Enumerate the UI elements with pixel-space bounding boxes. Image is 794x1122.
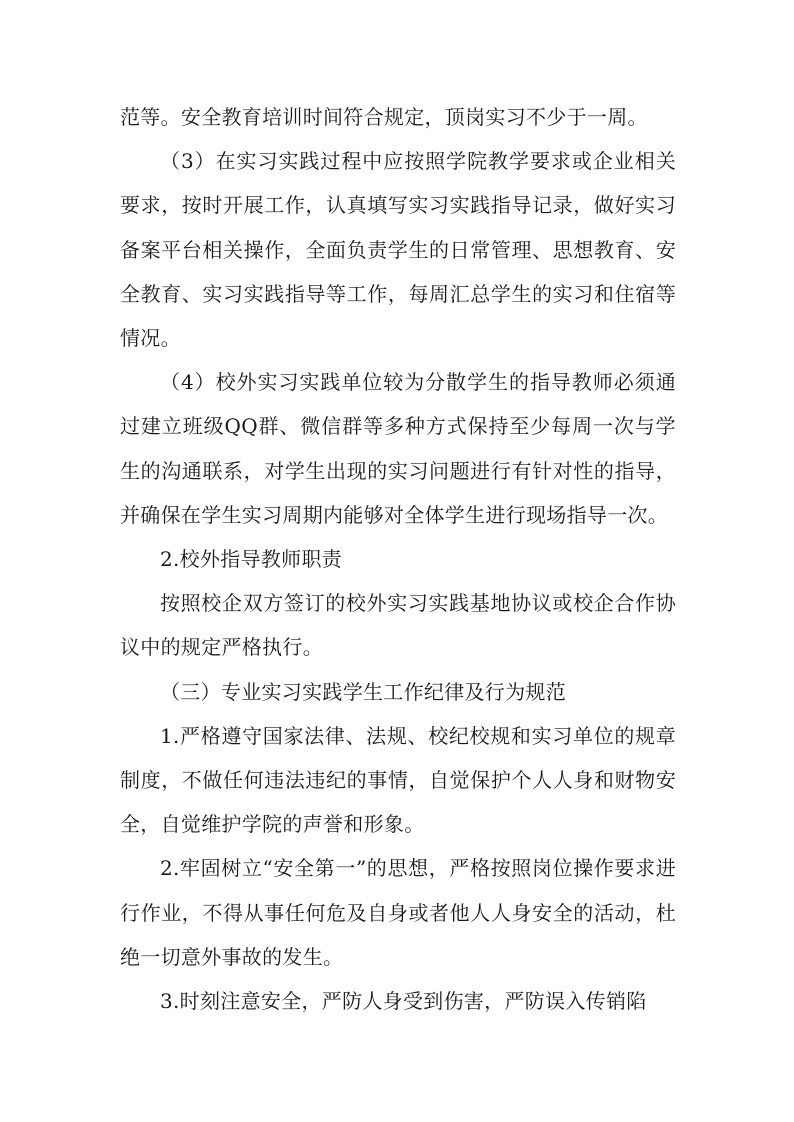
paragraph-external-teacher-duty: 按照校企双方签订的校外实习实践基地协议或校企合作协议中的规定严格执行。 <box>120 591 676 660</box>
paragraph-rule-3: 3.时刻注意安全，严防人身受到伤害，严防误入传销陷 <box>160 989 647 1014</box>
paragraph-item-3: （3）在实习实践过程中应按照学院教学要求或企业相关要求，按时开展工作，认真填写实习实践指导记录，做好实习备案平台相关操作，全面负责学生的日常管理、思想教育、安全教育、实习实践指导等工作，每周汇总学生的实习和住宿等情况。 <box>120 149 676 351</box>
paragraph-continuation: 范等。安全教育培训时间符合规定，顶岗实习不少于一周。 <box>120 105 648 129</box>
document-body <box>120 95 676 1023</box>
paragraph-rule-2: 2.牢固树立“安全第一”的思想，严格按照岗位操作要求进行作业，不得从事任何危及自身或者他人人身安全的活动，杜绝一切意外事故的发生。 <box>120 856 676 969</box>
section-heading-external-teacher: 2.校外指导教师职责 <box>160 547 343 572</box>
paragraph-rule-1: 1.严格遵守国家法律、法规、校纪校规和实习单位的规章制度，不做任何违法违纪的事情，自觉保护个人人身和财物安全，自觉维护学院的声誉和形象。 <box>120 723 676 837</box>
section-heading-discipline: （三）专业实习实践学生工作纪律及行为规范 <box>160 679 566 704</box>
paragraph-item-4: （4）校外实习实践单位较为分散学生的指导教师必须通过建立班级QQ群、微信群等多种方式保持至少每周一次与学生的沟通联系，对学生出现的实习问题进行有针对性的指导，并确保在学生实习周期内能够对全体学生进行现场指导一次。 <box>120 370 676 527</box>
